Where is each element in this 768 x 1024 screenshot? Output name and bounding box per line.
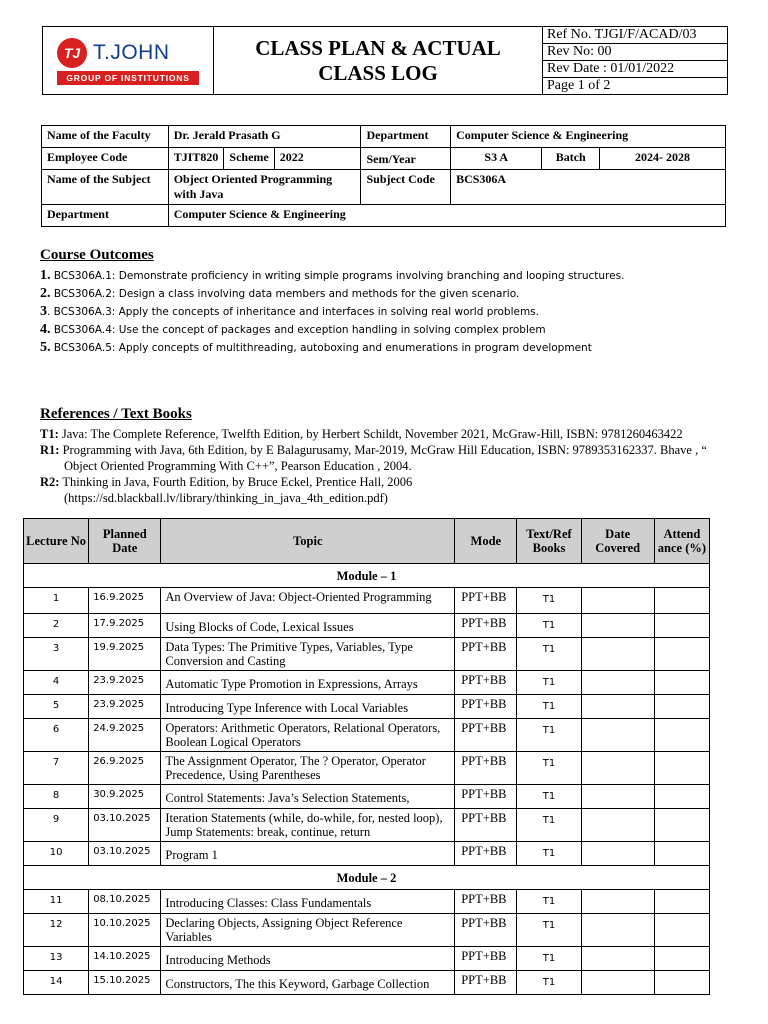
books-cell: T1 (517, 971, 581, 995)
col-mode: Mode (455, 519, 517, 564)
col-planned-date: Planned Date (89, 519, 161, 564)
attendance-cell (654, 695, 709, 719)
attendance-cell (654, 971, 709, 995)
institution-logo (57, 38, 199, 85)
reference-r2 (40, 474, 740, 490)
lecture-no-cell: 11 (24, 890, 89, 914)
table-row (24, 752, 710, 785)
books-cell: T1 (517, 638, 581, 671)
co-number: 4. (40, 322, 51, 337)
books-cell: T1 (517, 890, 581, 914)
planned-date-cell: 16.9.2025 (89, 588, 161, 614)
planned-date-cell: 03.10.2025 (89, 842, 161, 866)
col-date-covered: Date Covered (581, 519, 654, 564)
module-row (24, 866, 710, 890)
date-covered-cell (581, 890, 654, 914)
planned-date-cell: 30.9.2025 (89, 785, 161, 809)
mode-cell: PPT+BB (455, 842, 517, 866)
ref-label: T1: (40, 427, 59, 441)
logo-mark-icon: TJ (57, 38, 87, 68)
co-text: BCS306A.1: Demonstrate proficiency in writing simple programs involving branching and looping structures. (53, 270, 625, 282)
attendance-cell (654, 719, 709, 752)
table-row (24, 719, 710, 752)
books-cell: T1 (517, 671, 581, 695)
table-row (24, 671, 710, 695)
co-number: 2. (40, 286, 51, 301)
planned-date-cell: 26.9.2025 (89, 752, 161, 785)
books-cell: T1 (517, 785, 581, 809)
table-row (24, 785, 710, 809)
lecture-no-cell: 3 (24, 638, 89, 671)
attendance-cell (654, 752, 709, 785)
faculty-value: Dr. Jerald Prasath G (168, 126, 361, 148)
table-row (24, 947, 710, 971)
reference-r1 (40, 442, 740, 458)
co-text: BCS306A.5: Apply concepts of multithreading, autoboxing and enumerations in program development (53, 342, 592, 354)
lecture-no-cell: 5 (24, 695, 89, 719)
subject-label: Name of the Subject (42, 170, 169, 205)
ref-label: R1: (40, 443, 60, 457)
mode-cell: PPT+BB (455, 890, 517, 914)
attendance-cell (654, 588, 709, 614)
topic-cell: Data Types: The Primitive Types, Variables, Type Conversion and Casting (161, 638, 455, 671)
attendance-cell (654, 914, 709, 947)
subject-value: Object Oriented Programming with Java (168, 170, 361, 205)
planned-date-cell: 10.10.2025 (89, 914, 161, 947)
attendance-cell (654, 809, 709, 842)
attendance-cell (654, 614, 709, 638)
table-row (24, 914, 710, 947)
ref-text: Java: The Complete Reference, Twelfth Edition, by Herbert Schildt, November 2021, McGraw-Hill, ISBN: 9781260463422 (61, 427, 683, 441)
scheme-label: Scheme (224, 148, 274, 170)
title-line-1: CLASS PLAN & ACTUAL (255, 35, 501, 60)
books-cell: T1 (517, 695, 581, 719)
date-covered-cell (581, 947, 654, 971)
mode-cell: PPT+BB (455, 914, 517, 947)
attendance-cell (654, 947, 709, 971)
department2-label: Department (42, 205, 169, 227)
topic-cell: The Assignment Operator, The ? Operator, Operator Precedence, Using Parentheses (161, 752, 455, 785)
lecture-no-cell: 9 (24, 809, 89, 842)
references-list (40, 426, 740, 506)
date-covered-cell (581, 671, 654, 695)
planned-date-cell: 19.9.2025 (89, 638, 161, 671)
topic-cell: Introducing Methods (161, 947, 455, 971)
table-row (24, 588, 710, 614)
mode-cell: PPT+BB (455, 752, 517, 785)
planned-date-cell: 23.9.2025 (89, 695, 161, 719)
attendance-cell (654, 671, 709, 695)
planned-date-cell: 17.9.2025 (89, 614, 161, 638)
books-cell: T1 (517, 614, 581, 638)
col-lecture-no: Lecture No (24, 519, 89, 564)
mode-cell: PPT+BB (455, 785, 517, 809)
topic-cell: An Overview of Java: Object-Oriented Programming (161, 588, 455, 614)
topic-cell: Program 1 (161, 842, 455, 866)
semyear-value: S3 A (451, 148, 542, 170)
department-label: Department (361, 126, 451, 148)
co-number: 3 (40, 304, 47, 319)
semyear-label: Sem/Year (361, 148, 451, 170)
mode-cell: PPT+BB (455, 695, 517, 719)
lecture-no-cell: 6 (24, 719, 89, 752)
reference-r1-cont: Object Oriented Programming With C++”, Pearson Education , 2004. (64, 459, 412, 473)
attendance-cell (654, 890, 709, 914)
subject-code-value: BCS306A (451, 170, 726, 205)
planned-date-cell: 08.10.2025 (89, 890, 161, 914)
course-outcomes-list (40, 267, 740, 357)
list-item (40, 339, 740, 357)
table-row (24, 890, 710, 914)
batch-label: Batch (542, 148, 600, 170)
mode-cell: PPT+BB (455, 638, 517, 671)
list-item (40, 267, 740, 285)
reference-t1 (40, 426, 740, 442)
planned-date-cell: 23.9.2025 (89, 671, 161, 695)
planned-date-cell: 14.10.2025 (89, 947, 161, 971)
lecture-plan-table (23, 518, 710, 995)
faculty-label: Name of the Faculty (42, 126, 169, 148)
document-title (214, 27, 543, 95)
ref-number: Ref No. TJGI/F/ACAD/03 (543, 27, 728, 44)
col-books: Text/Ref Books (517, 519, 581, 564)
books-cell: T1 (517, 914, 581, 947)
date-covered-cell (581, 588, 654, 614)
date-covered-cell (581, 785, 654, 809)
topic-cell: Constructors, The this Keyword, Garbage Collection (161, 971, 455, 995)
mode-cell: PPT+BB (455, 671, 517, 695)
planned-date-cell: 15.10.2025 (89, 971, 161, 995)
date-covered-cell (581, 971, 654, 995)
col-attendance: Attend ance (%) (654, 519, 709, 564)
topic-cell: Iteration Statements (while, do-while, for, nested loop), Jump Statements: break, continue, return (161, 809, 455, 842)
lecture-no-cell: 13 (24, 947, 89, 971)
date-covered-cell (581, 809, 654, 842)
books-cell: T1 (517, 719, 581, 752)
attendance-cell (654, 638, 709, 671)
topic-cell: Declaring Objects, Assigning Object Reference Variables (161, 914, 455, 947)
lecture-no-cell: 2 (24, 614, 89, 638)
document-header (42, 26, 728, 95)
mode-cell: PPT+BB (455, 719, 517, 752)
date-covered-cell (581, 752, 654, 785)
module-row (24, 564, 710, 588)
books-cell: T1 (517, 752, 581, 785)
topic-cell: Introducing Classes: Class Fundamentals (161, 890, 455, 914)
books-cell: T1 (517, 588, 581, 614)
page-number: Page 1 of 2 (543, 78, 728, 95)
date-covered-cell (581, 695, 654, 719)
co-text: BCS306A.4: Use the concept of packages and exception handling in solving complex problem (53, 324, 546, 336)
table-row (24, 638, 710, 671)
books-cell: T1 (517, 809, 581, 842)
topic-cell: Using Blocks of Code, Lexical Issues (161, 614, 455, 638)
co-number: 1. (40, 268, 51, 283)
employee-code-label: Employee Code (42, 148, 169, 170)
lecture-no-cell: 12 (24, 914, 89, 947)
ref-text: Programming with Java, 6th Edition, by E Balagurusamy, Mar-2019, McGraw Hill Education, ISBN: 9789353162337. Bhave , “ (62, 443, 707, 457)
department-value: Computer Science & Engineering (451, 126, 726, 148)
table-header-row (24, 519, 710, 564)
date-covered-cell (581, 638, 654, 671)
lecture-no-cell: 10 (24, 842, 89, 866)
topic-cell: Introducing Type Inference with Local Variables (161, 695, 455, 719)
lecture-no-cell: 4 (24, 671, 89, 695)
list-item (40, 285, 740, 303)
table-row (24, 842, 710, 866)
attendance-cell (654, 785, 709, 809)
table-row (24, 971, 710, 995)
date-covered-cell (581, 842, 654, 866)
mode-cell: PPT+BB (455, 947, 517, 971)
department2-value: Computer Science & Engineering (168, 205, 725, 227)
mode-cell: PPT+BB (455, 588, 517, 614)
topic-cell: Operators: Arithmetic Operators, Relational Operators, Boolean Logical Operators (161, 719, 455, 752)
ref-label: R2: (40, 475, 60, 489)
module-title: Module – 2 (24, 866, 710, 890)
logo-cell (43, 27, 214, 95)
planned-date-cell: 24.9.2025 (89, 719, 161, 752)
lecture-no-cell: 1 (24, 588, 89, 614)
col-topic: Topic (161, 519, 455, 564)
co-text: BCS306A.2: Design a class involving data members and methods for the given scenario. (53, 288, 520, 300)
date-covered-cell (581, 719, 654, 752)
date-covered-cell (581, 914, 654, 947)
table-row (24, 614, 710, 638)
subject-code-label: Subject Code (361, 170, 451, 205)
mode-cell: PPT+BB (455, 809, 517, 842)
table-row (24, 695, 710, 719)
batch-value: 2024- 2028 (600, 148, 726, 170)
lecture-no-cell: 7 (24, 752, 89, 785)
co-text: . BCS306A.3: Apply the concepts of inheritance and interfaces in solving real world problems. (47, 306, 539, 318)
attendance-cell (654, 842, 709, 866)
rev-number: Rev No: 00 (543, 44, 728, 61)
rev-date: Rev Date : 01/01/2022 (543, 61, 728, 78)
logo-subtitle: GROUP OF INSTITUTIONS (57, 71, 199, 85)
list-item (40, 303, 740, 321)
books-cell: T1 (517, 947, 581, 971)
co-number: 5. (40, 340, 51, 355)
references-title: References / Text Books (40, 406, 192, 422)
module-title: Module – 1 (24, 564, 710, 588)
mode-cell: PPT+BB (455, 614, 517, 638)
topic-cell: Control Statements: Java’s Selection Statements, (161, 785, 455, 809)
table-row (24, 809, 710, 842)
topic-cell: Automatic Type Promotion in Expressions, Arrays (161, 671, 455, 695)
date-covered-cell (581, 614, 654, 638)
lecture-no-cell: 14 (24, 971, 89, 995)
books-cell: T1 (517, 842, 581, 866)
list-item (40, 321, 740, 339)
course-outcomes-title: Course Outcomes (40, 247, 154, 263)
faculty-info-table (41, 125, 726, 227)
reference-r2-cont: (https://sd.blackball.lv/library/thinking_in_java_4th_edition.pdf) (64, 491, 388, 505)
logo-name: T.JOHN (93, 41, 170, 64)
scheme-value: 2022 (274, 148, 361, 170)
employee-code-value: TJIT820 (168, 148, 224, 170)
mode-cell: PPT+BB (455, 971, 517, 995)
lecture-no-cell: 8 (24, 785, 89, 809)
title-line-2: CLASS LOG (318, 60, 438, 85)
ref-text: Thinking in Java, Fourth Edition, by Bruce Eckel, Prentice Hall, 2006 (62, 475, 413, 489)
planned-date-cell: 03.10.2025 (89, 809, 161, 842)
